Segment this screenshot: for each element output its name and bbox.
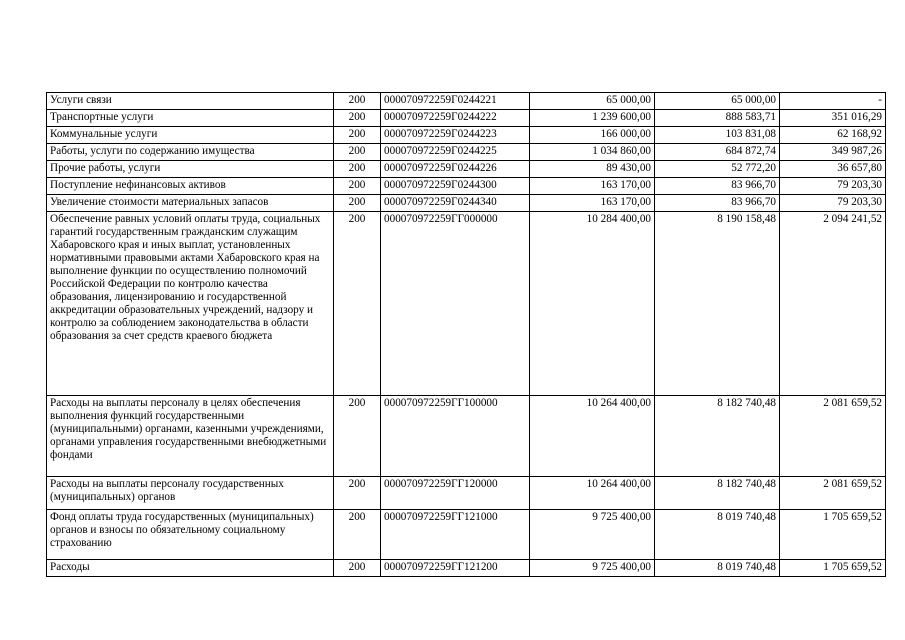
row-unexecuted: 1 705 659,52 bbox=[780, 560, 886, 577]
row-classifier: 000070972259Г0244221 bbox=[381, 93, 530, 110]
row-executed: 888 583,71 bbox=[655, 110, 780, 127]
row-code: 200 bbox=[334, 178, 381, 195]
row-code: 200 bbox=[334, 396, 381, 477]
table-row bbox=[47, 212, 886, 396]
row-executed: 8 019 740,48 bbox=[655, 510, 780, 560]
row-classifier: 000070972259Г0244222 bbox=[381, 110, 530, 127]
row-classifier: 000070972259Г0244226 bbox=[381, 161, 530, 178]
row-name: Расходы на выплаты персоналу государственных (муниципальных) органов bbox=[47, 477, 334, 510]
row-approved: 1 239 600,00 bbox=[530, 110, 655, 127]
table-row bbox=[47, 195, 886, 212]
row-classifier: 000070972259ГГ120000 bbox=[381, 477, 530, 510]
row-name: Увеличение стоимости материальных запасов bbox=[47, 195, 334, 212]
row-executed: 83 966,70 bbox=[655, 178, 780, 195]
row-unexecuted: - bbox=[780, 93, 886, 110]
row-code: 200 bbox=[334, 110, 381, 127]
table-row bbox=[47, 127, 886, 144]
row-approved: 10 284 400,00 bbox=[530, 212, 655, 396]
row-approved: 163 170,00 bbox=[530, 195, 655, 212]
table-row bbox=[47, 161, 886, 178]
row-executed: 8 190 158,48 bbox=[655, 212, 780, 396]
row-name: Услуги связи bbox=[47, 93, 334, 110]
row-code: 200 bbox=[334, 195, 381, 212]
row-approved: 1 034 860,00 bbox=[530, 144, 655, 161]
row-code: 200 bbox=[334, 127, 381, 144]
row-executed: 65 000,00 bbox=[655, 93, 780, 110]
row-code: 200 bbox=[334, 510, 381, 560]
row-approved: 89 430,00 bbox=[530, 161, 655, 178]
row-name: Расходы на выплаты персоналу в целях обеспечения выполнения функций государственными (муниципальными) органами, казенными учреждениями, органами управления государственными внебюджетными фондами bbox=[47, 396, 334, 477]
table-row bbox=[47, 110, 886, 127]
row-executed: 8 182 740,48 bbox=[655, 477, 780, 510]
row-executed: 8 182 740,48 bbox=[655, 396, 780, 477]
table-row bbox=[47, 396, 886, 477]
row-approved: 166 000,00 bbox=[530, 127, 655, 144]
row-approved: 9 725 400,00 bbox=[530, 510, 655, 560]
row-name: Фонд оплаты труда государственных (муниципальных) органов и взносы по обязательному социальному страхованию bbox=[47, 510, 334, 560]
row-classifier: 000070972259Г0244340 bbox=[381, 195, 530, 212]
row-classifier: 000070972259ГГ100000 bbox=[381, 396, 530, 477]
row-approved: 10 264 400,00 bbox=[530, 477, 655, 510]
row-classifier: 000070972259Г0244225 bbox=[381, 144, 530, 161]
row-name: Расходы bbox=[47, 560, 334, 577]
row-unexecuted: 36 657,80 bbox=[780, 161, 886, 178]
row-name: Транспортные услуги bbox=[47, 110, 334, 127]
row-classifier: 000070972259ГГ121200 bbox=[381, 560, 530, 577]
row-code: 200 bbox=[334, 93, 381, 110]
row-classifier: 000070972259ГГ121000 bbox=[381, 510, 530, 560]
row-name: Коммунальные услуги bbox=[47, 127, 334, 144]
row-approved: 9 725 400,00 bbox=[530, 560, 655, 577]
row-executed: 83 966,70 bbox=[655, 195, 780, 212]
table-row bbox=[47, 477, 886, 510]
row-unexecuted: 2 081 659,52 bbox=[780, 396, 886, 477]
row-classifier: 000070972259ГГ000000 bbox=[381, 212, 530, 396]
table-row bbox=[47, 93, 886, 110]
table-row bbox=[47, 560, 886, 577]
row-unexecuted: 2 081 659,52 bbox=[780, 477, 886, 510]
row-name: Прочие работы, услуги bbox=[47, 161, 334, 178]
row-executed: 8 019 740,48 bbox=[655, 560, 780, 577]
row-unexecuted: 351 016,29 bbox=[780, 110, 886, 127]
row-approved: 10 264 400,00 bbox=[530, 396, 655, 477]
row-unexecuted: 79 203,30 bbox=[780, 195, 886, 212]
row-code: 200 bbox=[334, 144, 381, 161]
row-classifier: 000070972259Г0244223 bbox=[381, 127, 530, 144]
row-executed: 684 872,74 bbox=[655, 144, 780, 161]
row-unexecuted: 79 203,30 bbox=[780, 178, 886, 195]
row-name: Работы, услуги по содержанию имущества bbox=[47, 144, 334, 161]
row-unexecuted: 2 094 241,52 bbox=[780, 212, 886, 396]
row-unexecuted: 349 987,26 bbox=[780, 144, 886, 161]
row-approved: 163 170,00 bbox=[530, 178, 655, 195]
row-code: 200 bbox=[334, 212, 381, 396]
table-row bbox=[47, 178, 886, 195]
row-executed: 103 831,08 bbox=[655, 127, 780, 144]
table-row bbox=[47, 510, 886, 560]
row-executed: 52 772,20 bbox=[655, 161, 780, 178]
row-code: 200 bbox=[334, 560, 381, 577]
row-unexecuted: 62 168,92 bbox=[780, 127, 886, 144]
row-approved: 65 000,00 bbox=[530, 93, 655, 110]
row-classifier: 000070972259Г0244300 bbox=[381, 178, 530, 195]
row-name: Обеспечение равных условий оплаты труда, социальных гарантий государственным гражданским служащим Хабаровского края и иных выплат, установленных нормативными правовыми актами Хабаровского края на выполнение функции по осуществлению полномочий Российской Федерации по контролю качества образования, лицензированию и государственной аккредитации образовательных учреждений, надзору и контролю за соблюдением законодательства в области образования за счет средств краевого бюджета bbox=[47, 212, 334, 396]
row-unexecuted: 1 705 659,52 bbox=[780, 510, 886, 560]
report-page bbox=[46, 92, 886, 577]
table-row bbox=[47, 144, 886, 161]
row-name: Поступление нефинансовых активов bbox=[47, 178, 334, 195]
row-code: 200 bbox=[334, 161, 381, 178]
expenditure-table bbox=[46, 92, 886, 577]
row-code: 200 bbox=[334, 477, 381, 510]
